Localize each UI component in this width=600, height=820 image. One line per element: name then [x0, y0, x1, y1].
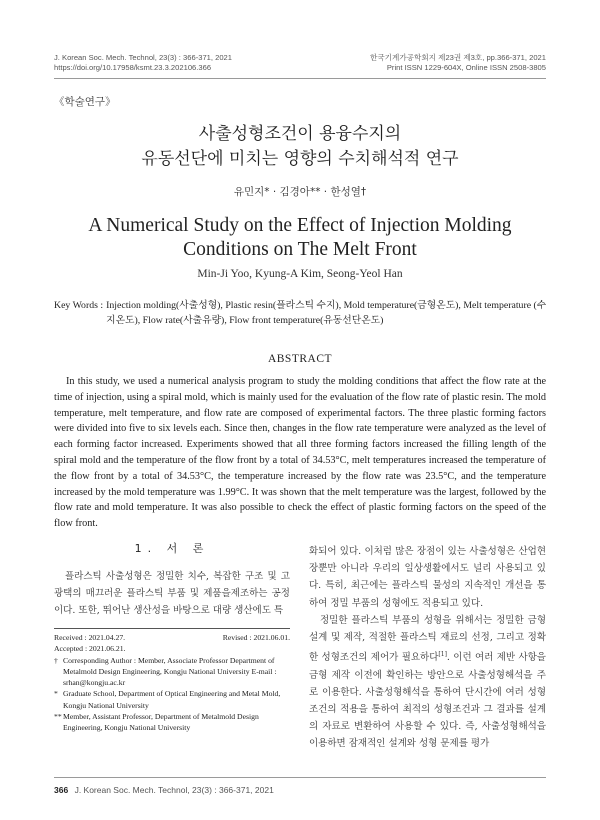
journal-citation-korean: 한국기계가공학회지 제23권 제3호, pp.366-371, 2021 — [369, 53, 546, 62]
keywords-list: Injection molding(사출성형), Plastic resin(플라스틱 수지), Mold temperature(금형온도), Melt temperature (수지온도), Flow rate(사출유량), Flow front temperature(유동선단온도) — [106, 300, 547, 326]
title-english-line-2: Conditions on The Melt Front — [183, 239, 417, 260]
footer-divider — [54, 777, 546, 778]
abstract-body: In this study, we used a numerical analysis program to study the molding conditions that affect the flow rate at the time of injection, using a spiral mold, which is mainly used for the evaluation of the flow rate of plastic resin. The mold temperature, melt temperature, and flow rate are composed of experimental factors. The three plastic forming factors were divided into five to six levels each. Since then, changes in the flow rate temperature were analyzed as the level of each forming factor increased. Experiments showed that all three forming factors increased the filling length of the spiral mold and the temperature of the flow front by a total of 34.53°C, melt temperatures increased the temperature of the flow front by a total of 34.53°C, the temperature increased by the flow rate was 23.5°C, and the temperature increased by the mold temperature was 1.99°C. It was shown that the melt temperature was the largest, followed by the flow rate and mold temperature. It was also possible to check the effect of plastic forming factors on the speed of the flow front. — [54, 376, 546, 530]
page-number: 366 — [54, 785, 69, 795]
left-column — [54, 540, 290, 620]
authors-english: Min-Ji Yoo, Kyung-A Kim, Seong-Yeol Han — [197, 268, 403, 280]
dagger-mark: † — [54, 655, 58, 665]
introduction-paragraph-2-part-b: . 이런 여러 제반 사항을 금형 제작 이전에 확인하는 방안으로 사출성형해석을 주로 이용한다. 사출성형해석을 통하여 단시간에 여러 성형조건의 적용을 통하여 최적의 성형조건과 그 결과를 설계의 자료로 변환하여 사용할 수 있다. 즉, 사출성형해석을 이용하면 잠재적인 설계와 성형 문제를 평가 — [309, 652, 546, 750]
issn-info: Print ISSN 1229-604X, Online ISSN 2508-3805 — [386, 63, 546, 72]
keywords-label: Key Words : — [54, 300, 104, 311]
double-asterisk-mark: ** — [54, 712, 62, 722]
accepted-date: Accepted : 2021.06.21. — [54, 644, 126, 654]
running-header-left — [54, 53, 232, 73]
graduate-school-text: Graduate School, Department of Optical Engineering and Metal Mold, Kongju National University — [63, 689, 281, 710]
corresponding-author-text: Corresponding Author : Member, Associate Professor Department of Metalmold Design Engineering, Kongju National University E-mail : srhan@kongju.ac.kr — [63, 655, 277, 688]
footnotes — [54, 632, 290, 734]
introduction-paragraph-2 — [309, 612, 546, 753]
received-date: Received : 2021.04.27. — [54, 633, 126, 642]
asterisk-mark: * — [54, 689, 58, 699]
authors-korean: 유민지* · 김경아** · 한성열† — [233, 186, 367, 198]
journal-citation: J. Korean Soc. Mech. Technol, 23(3) : 366-371, 2021 — [54, 53, 232, 62]
title-english-line-1: A Numerical Study on the Effect of Injection Molding — [88, 215, 512, 236]
graduate-school-note — [54, 688, 290, 711]
article-category: 《학술연구》 — [54, 96, 116, 108]
corresponding-author-note — [54, 655, 290, 689]
section-heading-introduction: 1. 서 론 — [134, 542, 210, 555]
title-korean-line-1: 사출성형조건이 용융수지의 — [198, 124, 402, 144]
keywords — [54, 298, 548, 328]
doi-link[interactable]: https://doi.org/10.17958/ksmt.23.3.202106.366 — [54, 63, 212, 72]
introduction-paragraph-2-part-a: 정밀한 플라스틱 부품의 성형을 위해서는 정밀한 금형 설계 및 제작, 적절한 플라스틱 재료의 선정, 그리고 정확한 성형조건의 제어가 필요하다 — [309, 614, 546, 664]
title-korean — [54, 122, 546, 172]
revised-date: Revised : 2021.06.01. — [222, 633, 290, 642]
received-revised-row — [54, 632, 290, 643]
header-divider — [54, 78, 546, 79]
assistant-professor-note — [54, 711, 290, 734]
page-footer — [54, 785, 274, 795]
introduction-paragraph-1: 플라스틱 사출성형은 정밀한 치수, 복잡한 구조 및 고광택의 매끄러운 플라스틱 부품 및 제품을제조하는 공정이다. 또한, 뛰어난 생산성을 바탕으로 대량 생산에도 특 — [54, 571, 290, 617]
footer-journal-citation: J. Korean Soc. Mech. Technol, 23(3) : 366-371, 2021 — [74, 785, 274, 795]
abstract-heading: ABSTRACT — [267, 353, 333, 365]
footnote-divider — [54, 628, 290, 629]
reference-citation[interactable]: [1] — [438, 651, 447, 659]
introduction-paragraph-1-continued: 화되어 있다. 이처럼 많은 장점이 있는 사출성형은 산업현장뿐만 아니라 우리의 일상생활에서도 널리 사용되고 있다. 특히, 최근에는 플라스틱 물성의 지속적인 개선을 통하여 정밀 부품의 성형에도 적용되고 있다. — [309, 546, 546, 609]
title-english — [54, 214, 546, 262]
running-header-right — [370, 53, 546, 73]
right-column — [309, 543, 546, 753]
assistant-professor-text: Member, Assistant Professor, Department of Metalmold Design Engineering, Kongju National University — [63, 712, 259, 733]
title-korean-line-2: 유동선단에 미치는 영향의 수치해석적 연구 — [141, 149, 459, 169]
